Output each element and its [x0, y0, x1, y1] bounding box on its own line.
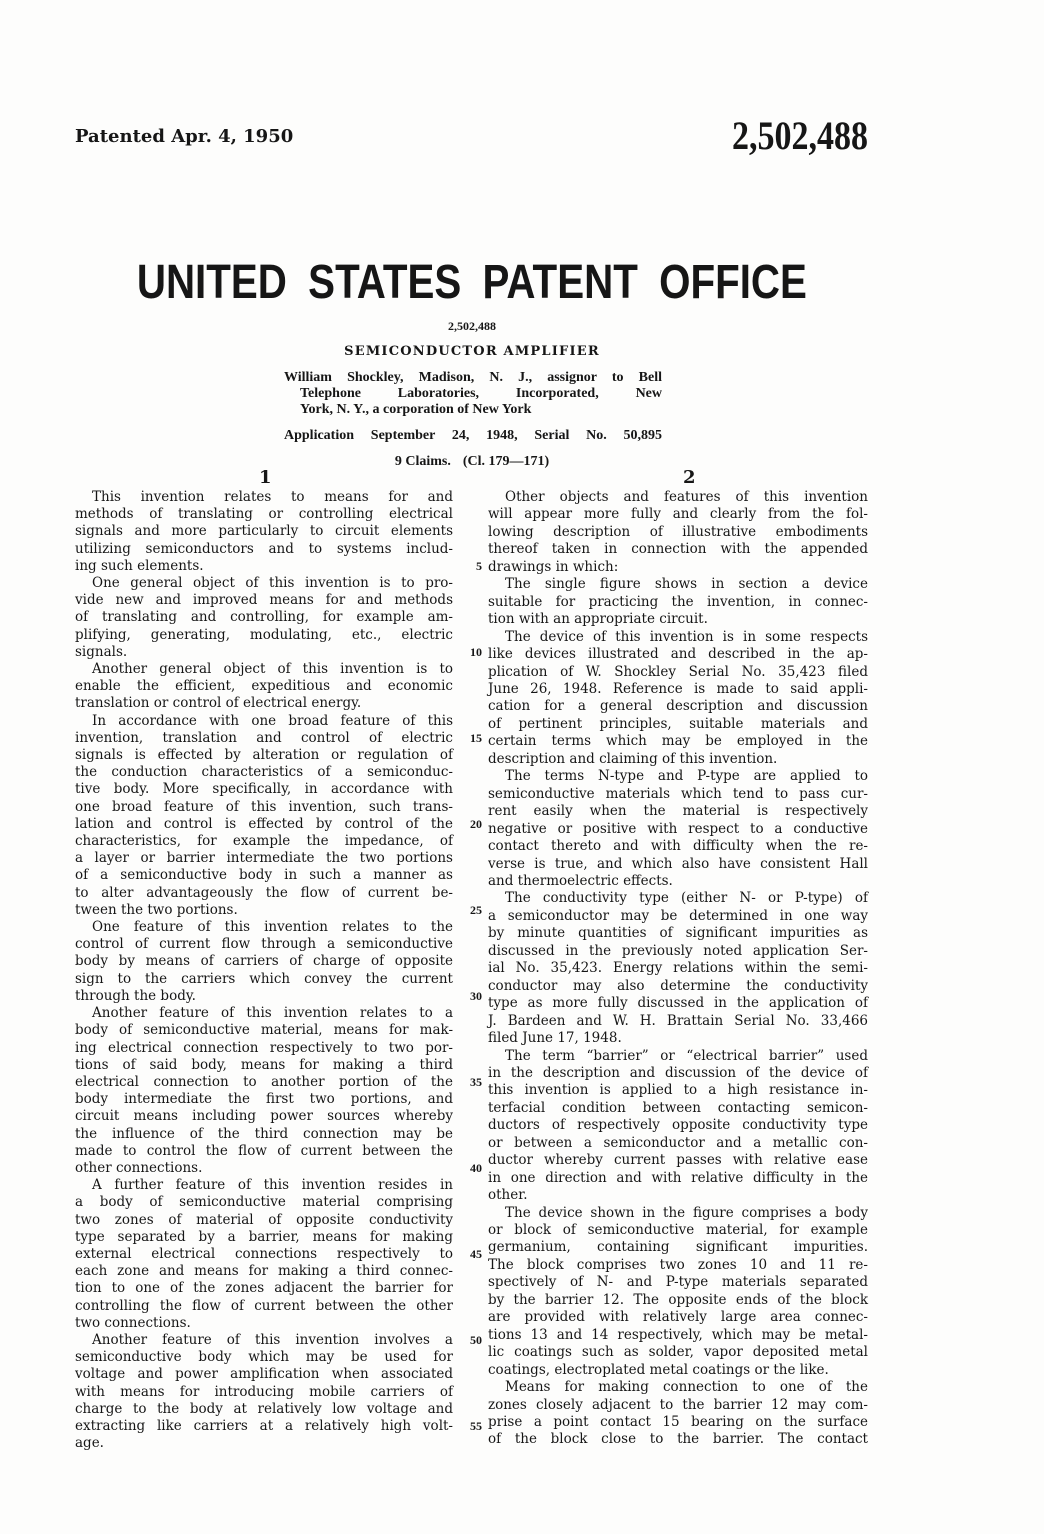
- text-line: of a semiconductive body in such a manner as: [75, 867, 453, 884]
- text-line: rent easily when the material is respectively: [488, 803, 868, 820]
- text-line: Another feature of this invention involves a: [92, 1331, 453, 1348]
- patent-number-large: 2,502,488: [732, 113, 868, 158]
- margin-line-number: 30: [470, 988, 482, 1003]
- text-line: prise a point contact 15 bearing on the surface: [488, 1414, 868, 1431]
- text-line: Means for making connection to one of the: [505, 1379, 868, 1396]
- application-line: Application September 24, 1948, Serial No. 50,895: [284, 428, 662, 443]
- text-line: description and claiming of this invention.: [488, 750, 778, 767]
- text-line: enable the efficient, expeditious and economic: [75, 678, 453, 695]
- text-line: two connections.: [75, 1314, 191, 1331]
- right-column-paragraph: [488, 890, 868, 1047]
- text-line: made to control the flow of current between the: [75, 1142, 453, 1159]
- text-line: extracting like carriers at a relatively high volt-: [75, 1417, 453, 1434]
- text-line: negative or positive with respect to a conductive: [488, 820, 868, 837]
- inventor-block: [284, 370, 662, 418]
- text-line: a semiconductor may be determined in one way: [488, 907, 868, 924]
- text-line: type as more fully discussed in the application of: [488, 995, 868, 1012]
- margin-line-number: 20: [470, 816, 482, 831]
- text-line: Another feature of this invention relates to a: [92, 1005, 453, 1022]
- left-column-paragraph: [75, 661, 453, 713]
- text-line: signals is effected by alteration or regulation of: [75, 747, 453, 764]
- right-column-paragraph: [488, 1048, 868, 1205]
- text-line: J. Bardeen and W. H. Brattain Serial No. 33,466: [488, 1012, 868, 1029]
- text-line: and thermoelectric effects.: [488, 872, 673, 889]
- text-line: by minute quantities of significant impurities as: [488, 925, 868, 942]
- office-title: UNITED STATES PATENT OFFICE: [136, 256, 808, 309]
- text-line: controlling the flow of current between the other: [75, 1297, 453, 1314]
- text-line: ductors of respectively opposite conductivity type: [488, 1117, 868, 1134]
- text-line: The conductivity type (either N- or P-type) of: [505, 890, 868, 907]
- text-line: with means for introducing mobile carriers of: [75, 1383, 453, 1400]
- margin-line-number: 55: [470, 1418, 482, 1433]
- text-line: signals.: [75, 643, 128, 660]
- text-line: two zones of material of opposite conductivity: [75, 1211, 453, 1228]
- text-line: to alter advantageously the flow of current be-: [75, 884, 453, 901]
- text-line: tions 13 and 14 respectively, which may be metal-: [488, 1326, 868, 1343]
- margin-line-number: 10: [470, 644, 482, 659]
- text-line: drawings in which:: [488, 558, 619, 575]
- column-number-2: 2: [683, 467, 696, 488]
- text-line: utilizing semiconductors and to systems includ-: [75, 540, 453, 557]
- text-line: the influence of the third connection may be: [75, 1125, 453, 1142]
- text-line: tion with an appropriate circuit.: [488, 611, 708, 628]
- text-line: Other objects and features of this invention: [505, 489, 868, 505]
- text-line: suitable for practicing the invention, in connec-: [488, 593, 868, 610]
- text-line: one broad feature of this invention, such trans-: [75, 798, 453, 815]
- text-line: each zone and means for making a third connec-: [75, 1263, 453, 1280]
- column-number-1: 1: [259, 467, 272, 488]
- text-line: contact thereto and with difficulty when the re-: [488, 838, 868, 855]
- text-line: One feature of this invention relates to the: [92, 919, 453, 936]
- text-line: this invention is applied to a high resistance in-: [488, 1082, 868, 1099]
- text-line: age.: [75, 1435, 104, 1452]
- text-line: The terms N-type and P-type are applied to: [505, 768, 868, 785]
- margin-line-numbers: [452, 489, 482, 1449]
- text-line: plication of W. Shockley Serial No. 35,423 filed: [488, 663, 868, 680]
- text-line: germanium, containing significant impurities.: [488, 1239, 868, 1256]
- text-line: vide new and improved means for and methods: [75, 592, 453, 609]
- text-line: in one direction and with relative difficulty in the: [488, 1169, 868, 1186]
- text-line: body of semiconductive material, means for mak-: [75, 1022, 453, 1039]
- text-line: semiconductive materials which tend to pass cur-: [488, 785, 868, 802]
- text-line: certain terms which may be employed in the: [488, 733, 868, 750]
- text-line: body by means of carriers of charge of opposite: [75, 953, 453, 970]
- text-line: The single figure shows in section a device: [505, 576, 868, 593]
- text-line: in the description and discussion of the device of: [488, 1064, 868, 1081]
- left-column-paragraph: [75, 1005, 453, 1177]
- text-line: zones closely adjacent to the barrier 12 may com-: [488, 1396, 868, 1413]
- text-line: semiconductive body which may be used for: [75, 1349, 453, 1366]
- text-line: of the block close to the barrier. The contact: [488, 1431, 868, 1448]
- margin-line-number: 15: [470, 730, 482, 745]
- text-line: In accordance with one broad feature of this: [92, 712, 453, 729]
- text-line: The term “barrier” or “electrical barrier” used: [505, 1047, 868, 1064]
- text-line: tions of said body, means for making a third: [75, 1056, 453, 1073]
- margin-line-number: 25: [470, 902, 482, 917]
- text-line: discussed in the previously noted application Ser-: [488, 942, 868, 959]
- text-line: by the barrier 12. The opposite ends of the block: [488, 1291, 868, 1308]
- text-line: verse is true, and which also have consistent Hall: [488, 855, 868, 872]
- text-line: A further feature of this invention resides in: [92, 1177, 453, 1194]
- text-line: lic coatings such as solder, vapor deposited metal: [488, 1344, 868, 1361]
- right-column-paragraph: [488, 629, 868, 769]
- text-line: will appear more fully and clearly from the fol-: [488, 506, 868, 523]
- text-line: like devices illustrated and described in the ap-: [488, 646, 868, 663]
- text-line: a body of semiconductive material comprising: [75, 1194, 453, 1211]
- right-column-paragraph: [488, 576, 868, 628]
- text-line: conductor may also determine the conductivity: [488, 977, 868, 994]
- invention-title: SEMICONDUCTOR AMPLIFIER: [344, 344, 600, 359]
- text-line: This invention relates to means for and: [92, 489, 453, 505]
- claims-count: 9 Claims.: [394, 454, 451, 469]
- text-line: body intermediate the first two portions, and: [75, 1091, 453, 1108]
- text-line: cation for a general description and discussion: [488, 698, 868, 715]
- text-line: sign to the carriers which convey the current: [75, 970, 453, 987]
- text-line: characteristics, for example the impedance, of: [75, 833, 453, 850]
- text-line: tween the two portions.: [75, 901, 238, 918]
- margin-line-number: 35: [470, 1074, 482, 1089]
- claims-line: [0, 454, 944, 470]
- text-line: of translating and controlling, for example am-: [75, 609, 453, 626]
- text-line: of pertinent principles, suitable materials and: [488, 715, 868, 732]
- text-line: circuit means including power sources whereby: [75, 1108, 453, 1125]
- text-line: lation and control is effected by control of the: [75, 815, 453, 832]
- text-line: the conduction characteristics of a semiconduc-: [75, 764, 453, 781]
- text-line: filed June 17, 1948.: [488, 1030, 622, 1047]
- text-line: The block comprises two zones 10 and 11 re-: [488, 1256, 868, 1273]
- text-line: ductor whereby current passes with relative ease: [488, 1152, 868, 1169]
- left-column-paragraph: [75, 489, 453, 575]
- text-line: ial No. 35,423. Energy relations within the semi-: [488, 960, 868, 977]
- right-column-paragraph: [488, 1205, 868, 1380]
- text-line: spectively of N- and P-type materials separated: [488, 1274, 868, 1291]
- classification: (Cl. 179—171): [462, 454, 550, 469]
- inventor-line: Telephone Laboratories, Incorporated, New: [300, 386, 662, 401]
- margin-line-number: 5: [476, 558, 482, 573]
- text-line: other connections.: [75, 1159, 203, 1176]
- text-line: control of current flow through a semiconductive: [75, 936, 453, 953]
- text-line: The device of this invention is in some respects: [505, 628, 868, 645]
- left-column: [75, 489, 453, 1452]
- margin-line-number: 40: [470, 1160, 482, 1175]
- text-line: June 26, 1948. Reference is made to said appli-: [488, 680, 868, 697]
- inventor-line: William Shockley, Madison, N. J., assignor to Bell: [284, 370, 662, 385]
- patent-date: Patented Apr. 4, 1950: [75, 126, 294, 147]
- right-column-paragraph: [488, 489, 868, 576]
- text-line: or block of semiconductive material, for example: [488, 1222, 868, 1239]
- text-line: type separated by a barrier, means for making: [75, 1228, 453, 1245]
- text-line: tion to one of the zones adjacent the barrier for: [75, 1280, 453, 1297]
- left-column-paragraph: [75, 1177, 453, 1332]
- left-column-paragraph: [75, 1332, 453, 1452]
- text-line: voltage and power amplification when associated: [75, 1366, 453, 1383]
- office-heading: [0, 257, 944, 309]
- text-line: or between a semiconductor and a metallic con-: [488, 1134, 868, 1151]
- text-line: invention, translation and control of electric: [75, 729, 453, 746]
- right-column-paragraph: [488, 768, 868, 890]
- text-line: The device shown in the figure comprises a body: [505, 1204, 868, 1221]
- patent-number-small: 2,502,488: [448, 319, 496, 333]
- text-line: through the body.: [75, 987, 196, 1004]
- text-line: charge to the body at relatively low voltage and: [75, 1400, 453, 1417]
- right-column-paragraph: [488, 1379, 868, 1449]
- text-line: Another general object of this invention is to: [92, 661, 453, 678]
- margin-line-number: 50: [470, 1332, 482, 1347]
- text-line: coatings, electroplated metal coatings or the like.: [488, 1361, 829, 1378]
- text-line: a layer or barrier intermediate the two portions: [75, 850, 453, 867]
- text-line: signals and more particularly to circuit elements: [75, 523, 453, 540]
- inventor-line: York, N. Y., a corporation of New York: [300, 402, 532, 417]
- text-line: external electrical connections respectively to: [75, 1245, 453, 1262]
- margin-line-number: 45: [470, 1246, 482, 1261]
- text-line: are provided with relatively large area connec-: [488, 1309, 868, 1326]
- left-column-paragraph: [75, 575, 453, 661]
- left-column-paragraph: [75, 713, 453, 919]
- text-line: translation or control of electrical energy.: [75, 695, 362, 712]
- text-line: One general object of this invention is to pro-: [92, 575, 453, 592]
- text-line: lowing description of illustrative embodiments: [488, 523, 868, 540]
- left-column-paragraph: [75, 919, 453, 1005]
- text-line: ing electrical connection respectively to two por-: [75, 1039, 453, 1056]
- text-line: thereof taken in connection with the appended: [488, 541, 868, 558]
- right-column: [488, 489, 868, 1449]
- text-line: other.: [488, 1187, 528, 1204]
- text-line: electrical connection to another portion of the: [75, 1073, 453, 1090]
- text-line: plifying, generating, modulating, etc., electric: [75, 626, 453, 643]
- text-line: ing such elements.: [75, 557, 204, 574]
- text-line: terfacial condition between contacting semicon-: [488, 1099, 868, 1116]
- text-line: tive body. More specifically, in accordance with: [75, 781, 453, 798]
- text-line: methods of translating or controlling electrical: [75, 506, 453, 523]
